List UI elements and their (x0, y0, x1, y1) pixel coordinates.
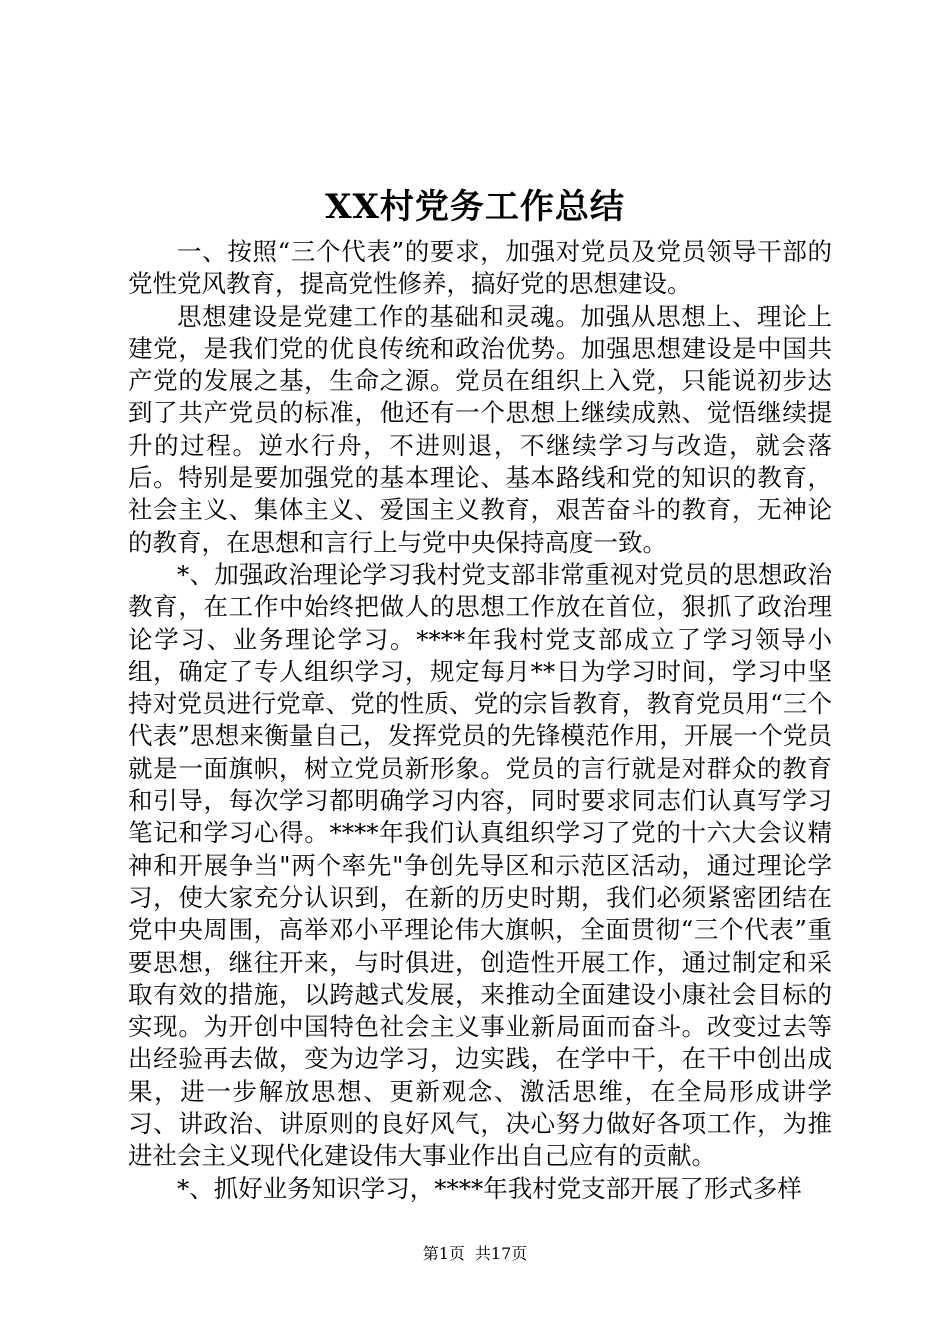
paragraph-3: *、加强政治理论学习我村党支部非常重视对党员的思想政治教育，在工作中始终把做人的思想工作放在首位，狠抓了政治理论学习、业务理论学习。****年我村党支部成立了学习领导小组，确定了专人组织学习，规定每月**日为学习时间，学习中坚持对党员进行党章、党的性质、党的宗旨教育，教育党员用“三个代表”思想来衡量自己，发挥党员的先锋模范作用，开展一个党员就是一面旗帜，树立党员新形象。党员的言行就是对群众的教育和引导，每次学习都明确学习内容，同时要求同志们认真写学习笔记和学习心得。****年我们认真组织学习了党的十六大会议精神和开展争当"两个率先"争创先导区和示范区活动，通过理论学习，使大家充分认识到，在新的历史时期，我们必须紧密团结在党中央周围，高举邓小平理论伟大旗帜，全面贯彻“三个代表”重要思想，继往开来，与时俱进，创造性开展工作，通过制定和采取有效的措施，以跨越式发展，来推动全面建设小康社会目标的实现。为开创中国特色社会主义事业新局面而奋斗。改变过去等出经验再去做，变为边学习，边实践，在学中干，在干中创出成果，进一步解放思想、更新观念、激活思维，在全局形成讲学习、讲政治、讲原则的良好风气，决心努力做好各项工作，为推进社会主义现代化建设伟大事业作出自己应有的贡献。 (128, 559, 832, 1171)
paragraph-1: 一、按照“三个代表”的要求，加强对党员及党员领导干部的党性党风教育，提高党性修养，搞好党的思想建设。 (128, 237, 832, 299)
paragraph-2: 思想建设是党建工作的基础和灵魂。加强从思想上、理论上建党，是我们党的优良传统和政治优势。加强思想建设是中国共产党的发展之基，生命之源。党员在组织上入党，只能说初步达到了共产党员的标准，他还有一个思想上继续成熟、觉悟继续提升的过程。逆水行舟，不进则退，不继续学习与改造，就会落后。特别是要加强党的基本理论、基本路线和党的知识的教育，社会主义、集体主义、爱国主义教育，艰苦奋斗的教育，无神论的教育，在思想和言行上与党中央保持高度一致。 (128, 301, 832, 557)
document-title: XX村党务工作总结 (325, 187, 625, 227)
paragraph-4: *、抓好业务知识学习，****年我村党支部开展了形式多样 (177, 1173, 802, 1203)
page-number: 第1页 (422, 1244, 465, 1263)
document-body (128, 236, 832, 1205)
page-footer (0, 1243, 950, 1265)
total-pages: 共17页 (474, 1244, 528, 1263)
